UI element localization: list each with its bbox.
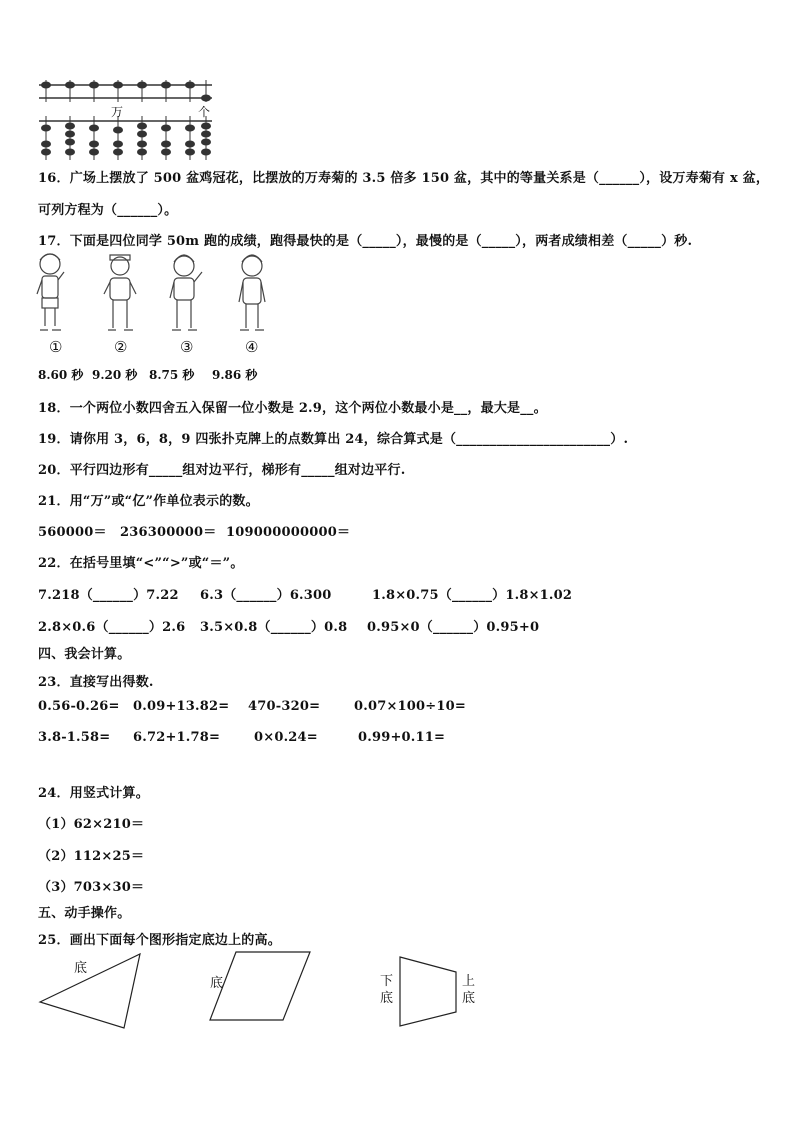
abacus-label-wan: 万 <box>111 105 124 119</box>
parallelogram-shape <box>210 952 310 1020</box>
q23-row1-item1: 0.56-0.26= <box>38 699 120 714</box>
q16-line1: 16．广场上摆放了 500 盆鸡冠花，比摆放的万寿菊的 3.5 倍多 150 盆，其中的等量关系是（______），设万寿菊有 x 盆， <box>38 171 770 186</box>
q23-question: 23．直接写出得数. <box>38 675 154 690</box>
abacus-figure <box>36 80 216 160</box>
q25-question: 25．画出下面每个图形指定底边上的高。 <box>38 933 281 948</box>
q16-line2: 可列方程为（______）。 <box>38 203 178 218</box>
q24-item-2: （2）112×25＝ <box>38 849 145 864</box>
q22-question: 22．在括号里填“<”“>”或“＝”。 <box>38 556 244 571</box>
triangle-base-label: 底 <box>74 961 88 976</box>
abacus-label-ge: 个 <box>198 105 211 119</box>
q23-row1-item3: 470-320= <box>248 699 321 714</box>
q21-item-2: 236300000＝ <box>120 525 217 540</box>
student-3-number: ③ <box>180 338 194 356</box>
students-illustration <box>34 250 274 340</box>
trapezoid-lower-base-label: 下底 <box>380 974 394 1006</box>
section-4-heading: 四、我会计算。 <box>38 647 131 662</box>
student-2-number: ② <box>114 338 128 356</box>
q24-question: 24．用竖式计算。 <box>38 786 149 801</box>
parallelogram-base-label: 底 <box>210 976 224 991</box>
q23-row2-item1: 3.8-1.58= <box>38 730 111 745</box>
student-3-time: 8.75 秒 <box>149 368 195 382</box>
q23-row2-item4: 0.99+0.11= <box>358 730 446 745</box>
student-4-number: ④ <box>245 338 259 356</box>
student-4-time: 9.86 秒 <box>212 368 258 382</box>
q20-question: 20．平行四边形有_____组对边平行，梯形有_____组对边平行. <box>38 463 406 478</box>
q22-row2-item2: 3.5×0.8（______）0.8 <box>200 620 348 635</box>
q23-row1-item4: 0.07×100÷10= <box>354 699 466 714</box>
q18-question: 18．一个两位小数四舍五入保留一位小数是 2.9，这个两位小数最小是__，最大是__。 <box>38 401 547 416</box>
q22-row1-item1: 7.218（______）7.22 <box>38 588 179 603</box>
q21-question: 21．用“万”或“亿”作单位表示的数。 <box>38 494 259 509</box>
student-2-time: 9.20 秒 <box>92 368 138 382</box>
q22-row2-item1: 2.8×0.6（______）2.6 <box>38 620 186 635</box>
q22-row2-item3: 0.95×0（______）0.95+0 <box>367 620 540 635</box>
trapezoid-upper-base-label: 上底 <box>462 974 476 1006</box>
q24-item-3: （3）703×30＝ <box>38 880 145 895</box>
q21-item-1: 560000＝ <box>38 525 107 540</box>
q22-row1-item3: 1.8×0.75（______）1.8×1.02 <box>372 588 573 603</box>
trapezoid-shape <box>400 957 456 1026</box>
q23-row2-item2: 6.72+1.78= <box>133 730 221 745</box>
student-1-number: ① <box>49 338 63 356</box>
section-5-heading: 五、动手操作。 <box>38 906 131 921</box>
q17-question: 17．下面是四位同学 50m 跑的成绩，跑得最快的是（_____），最慢的是（_____），两者成绩相差（_____）秒. <box>38 234 693 249</box>
q25-shapes <box>30 950 510 1035</box>
q24-item-1: （1）62×210＝ <box>38 817 145 832</box>
q19-question: 19．请你用 3，6，8，9 四张扑克牌上的点数算出 24，综合算式是（_______________________）. <box>38 432 629 447</box>
student-1-time: 8.60 秒 <box>38 368 84 382</box>
q22-row1-item2: 6.3（______）6.300 <box>200 588 332 603</box>
q21-item-3: 109000000000＝ <box>226 525 351 540</box>
q23-row1-item2: 0.09+13.82= <box>133 699 230 714</box>
q23-row2-item3: 0×0.24= <box>254 730 318 745</box>
triangle-shape <box>40 954 140 1028</box>
